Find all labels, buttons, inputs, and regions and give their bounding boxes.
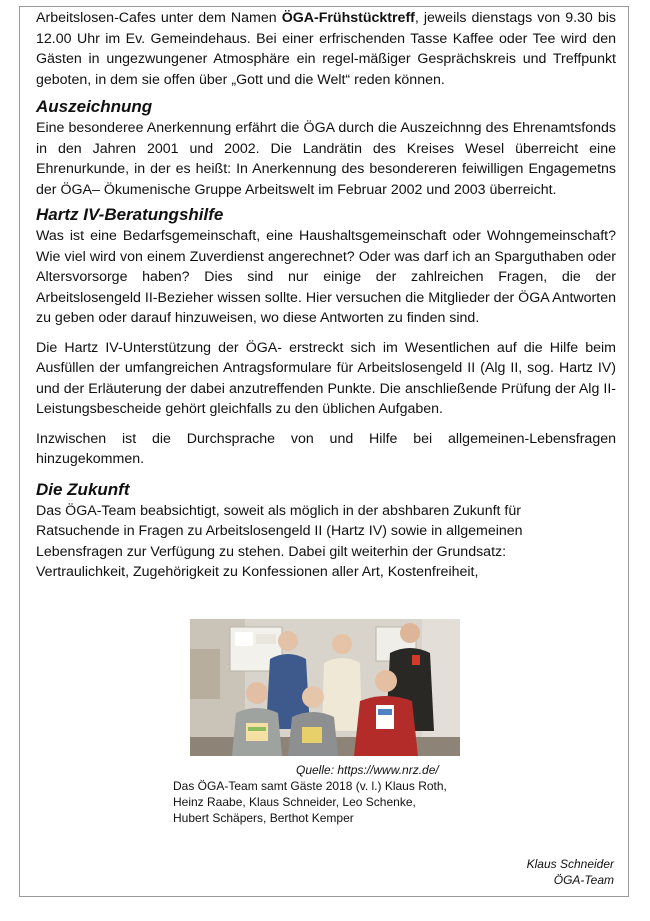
intro-text-end: , jeweils dienstags von 9.30 bis 12.00 Uhr im Ev. Gemeindehaus. Bei einer erfrischenden Tasse Kaffee oder Tee wird den Gästen in ungezwungener Atmosphäre ein regel-mäßiger Gesprächskreis und Treffpunkt geboten, in dem sie offen über „Gott und die Welt“ reden können. xyxy=(36,10,616,88)
intro-bold-name: ÖGA-Frühstücktreff xyxy=(281,10,415,26)
heading-hartz: Hartz IV-Beratungshilfe xyxy=(36,205,224,224)
signature xyxy=(527,856,614,888)
signature-name: Klaus Schneider xyxy=(526,857,614,871)
photo-caption xyxy=(173,778,447,826)
zukunft-paragraph xyxy=(36,501,616,583)
auszeichnung-paragraph: Eine besonderee Anerkennung erfährt die ÖGA durch die Auszeichnng des Ehrenamtsfonds in den Jahren 2001 und 2002. Die Landrätin des Kreises Wesel überreicht eine Ehrenurkunde, in der es heißt: In Anerkennung des besondereren feiwilligen Engagemetns der ÖGA– Ökumenische Gruppe Arbeitswelt im Februar 2002 und 2003 überreicht. xyxy=(36,120,616,198)
intro-text-start: Arbeitslosen-Cafes unter dem Namen xyxy=(36,10,282,26)
caption-line: Hubert Schäpers, Berthot Kemper xyxy=(173,811,354,825)
heading-auszeichnung: Auszeichnung xyxy=(36,97,153,116)
team-photo xyxy=(190,619,460,756)
hartz-paragraph-1: Was ist eine Bedarfsgemeinschaft, eine Haushaltsgemeinschaft oder Wohngemeinschaft? Wie viel wird von einem Zuverdienst angerechnet? Oder was darf ich an Sparguthaben oder Altersvorsorge haben? Dies sind nur einige der zahlreichen Fragen, die der Arbeitslosengeld II-Bezieher wissen sollte. Hier versuchen die Mitglieder der ÖGA Antworten zu geben oder darauf hinzuweisen, wo diese Antworten zu finden sind. xyxy=(36,228,616,326)
heading-zukunft: Die Zukunft xyxy=(36,479,130,499)
photo-source: Quelle: https://www.nrz.de/ xyxy=(296,763,439,777)
zukunft-line: Lebensfragen zur Verfügung zu stehen. Dabei gilt weiterhin der Grundsatz: xyxy=(36,543,507,560)
hartz-paragraph-3: Inzwischen ist die Durchsprache von und Hilfe bei allgemeinen-Lebensfragen hinzugekommen. xyxy=(36,430,616,467)
caption-line: Das ÖGA-Team samt Gäste 2018 (v. l.) Klaus Roth, xyxy=(173,779,447,793)
hartz-paragraph-2: Die Hartz IV-Unterstützung der ÖGA- erstreckt sich im Wesentlichen auf die Hilfe beim Ausfüllen der umfangreichen Antragsformulare für Arbeitslosengeld II (Alg II, sog. Hartz IV) und der Erläuterung der dabei anzutreffenden Punkte. Die anschließende Prüfung der Alg II-Leistungsbescheide gehört gleichfalls zu den üblichen Aufgaben. xyxy=(36,339,616,417)
article-body xyxy=(36,8,616,583)
zukunft-line: Vertraulichkeit, Zugehörigkeit zu Konfessionen aller Art, Kostenfreiheit, xyxy=(36,564,479,580)
team-photo-illustration xyxy=(190,619,460,756)
signature-org: ÖGA-Team xyxy=(553,873,614,887)
caption-line: Heinz Raabe, Klaus Schneider, Leo Schenke, xyxy=(173,795,416,809)
zukunft-line: Ratsuchende in Fragen zu Arbeitslosengeld II (Hartz IV) sowie in allgemeinen xyxy=(36,523,523,539)
intro-paragraph xyxy=(36,8,616,90)
zukunft-line: Das ÖGA-Team beabsichtigt, soweit als möglich in der abshbaren Zukunft für xyxy=(36,502,521,519)
